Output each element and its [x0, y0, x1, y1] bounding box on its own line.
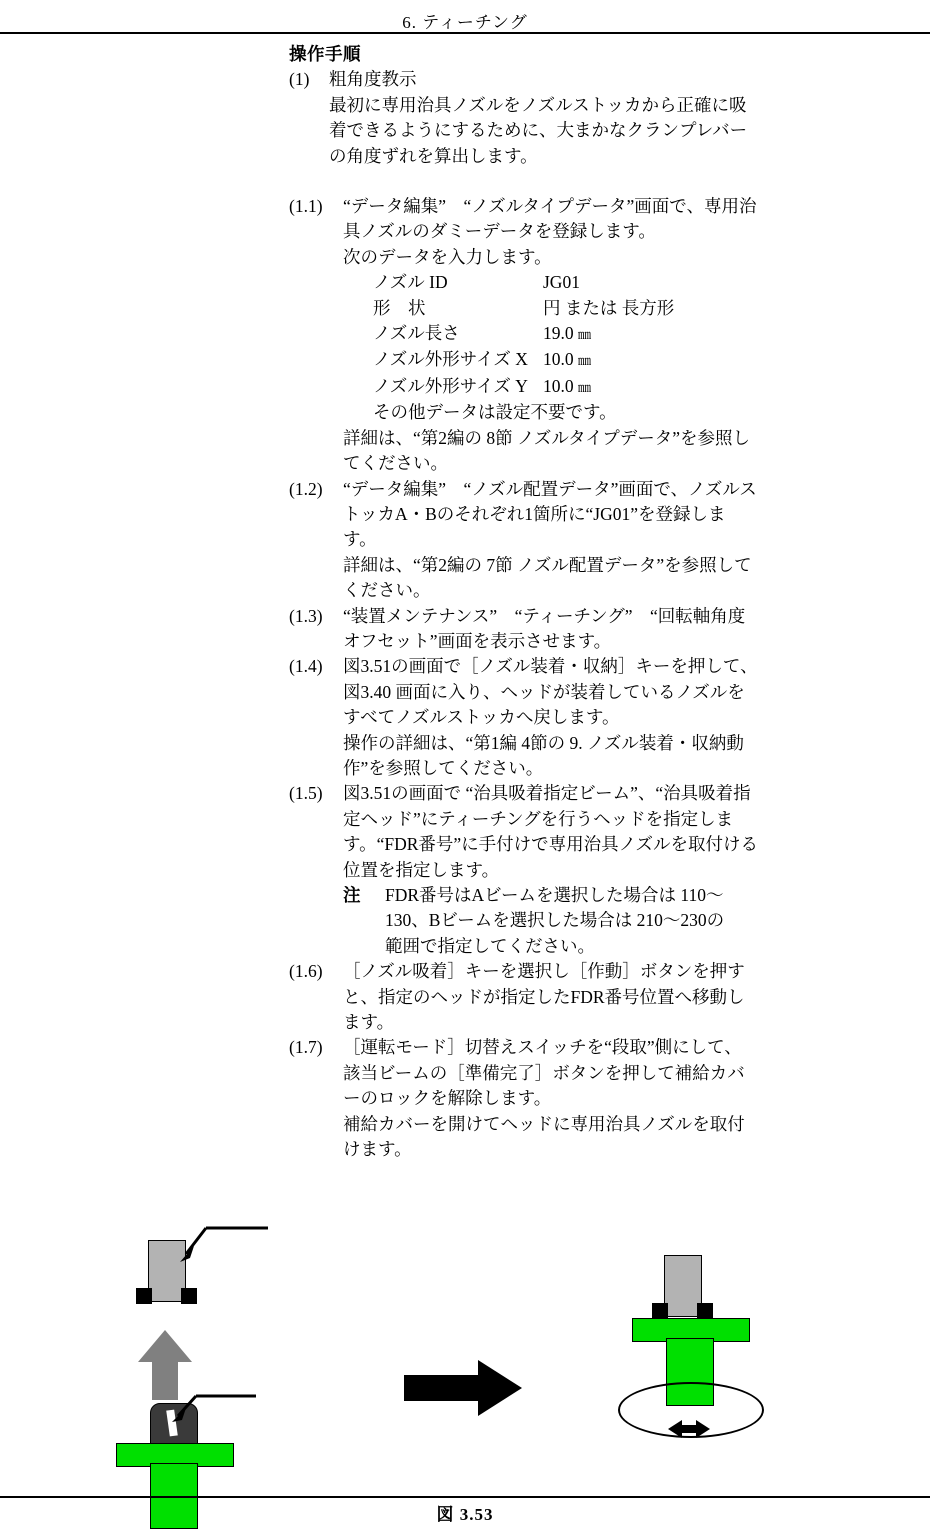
figure-caption: 図 3.53 [436, 1505, 494, 1524]
def-name: ノズル ID [373, 272, 448, 293]
def-number: 19.0 [543, 323, 574, 344]
def-name: ノズル外形サイズ Y [373, 375, 528, 396]
item-1-marker: (1) [289, 69, 310, 90]
def-name: ノズル長さ [373, 323, 460, 344]
step-1-6 [289, 959, 759, 1035]
def-value [543, 374, 759, 400]
step-1-1-sub: 次のデータを入力します。 [343, 246, 552, 267]
callout-arrow-bottom [170, 1392, 260, 1422]
step-1-1-ref: 詳細は、“第2編の 8節 ノズルタイプデータ”を参照してください。 [343, 427, 751, 474]
step-1-2 [289, 477, 759, 553]
step-1-5 [289, 781, 759, 883]
def-row [373, 270, 759, 295]
step-1-2-text: “データ編集” “ノズル配置データ”画面で、ノズルストッカA・Bのそれぞれ1箇所に“JG01”を登録します。 [343, 478, 757, 550]
def-row [373, 296, 759, 321]
step-1-6-marker: (1.6) [289, 961, 323, 982]
nozzle-base-right-right [697, 1303, 713, 1319]
item-1-title: 粗角度教示 [329, 69, 417, 90]
step-1-4-ref: 操作の詳細は、“第1編 4節の 9. ノズル装着・収納動作”を参照してください。 [343, 732, 744, 778]
transition-arrow-shaft [404, 1375, 482, 1401]
step-1-3-text: “装置メンテナンス” “ティーチング” “回転軸角度オフセット”画面を表示させます。 [343, 605, 746, 651]
step-1-6-text: ［ノズル吸着］キーを選択し［作動］ボタンを押すと、指定のヘッドが指定したFDR番号位置へ移動します。 [343, 961, 745, 1033]
nozzle-base-left-left [136, 1288, 152, 1304]
item-1 [289, 67, 759, 92]
def-number: 10.0 [543, 375, 574, 396]
def-value: JG01 [543, 272, 580, 293]
def-name: 形 状 [373, 297, 426, 318]
note-label: 注 [343, 885, 361, 905]
step-1-4-marker: (1.4) [289, 656, 323, 677]
step-1-2-ref: 詳細は、“第2編の 7節 ノズル配置データ”を参照してください。 [343, 554, 752, 601]
callout-arrow-top [180, 1224, 270, 1264]
blank-line [289, 169, 759, 194]
nozzle-data-definitions [289, 270, 759, 425]
step-1-7-ref: 補給カバーを開けてヘッドに専用治具ノズルを取付けます。 [343, 1113, 745, 1160]
footer-divider [0, 1496, 930, 1498]
header-divider [0, 32, 930, 34]
step-1-4 [289, 654, 759, 730]
step-1-3-marker: (1.3) [289, 605, 323, 626]
step-1-1-marker: (1.1) [289, 196, 323, 217]
step-1-7-text: ［運転モード］切替えスイッチを“段取”側にして、該当ビームの［準備完了］ボタンを押して補給カバーのロックを解除します。 [343, 1037, 745, 1109]
def-unit: ㎜ [578, 353, 592, 369]
def-name: ノズル外形サイズ X [373, 349, 528, 370]
def-unit: ㎜ [578, 379, 592, 395]
step-1-3 [289, 604, 759, 655]
step-1-5-note [289, 883, 759, 934]
step-1-7-marker: (1.7) [289, 1037, 323, 1058]
note-text-continued: 範囲で指定してください。 [385, 935, 595, 956]
step-1-5-marker: (1.5) [289, 783, 323, 804]
def-row [373, 347, 759, 373]
defs-note: その他データは設定不要です。 [373, 402, 617, 423]
transition-arrow-head [478, 1360, 522, 1416]
step-1-5-text: 図3.51の画面で “治具吸着指定ビーム”、“治具吸着指定ヘッド”にティーチングを行うヘッドを指定します。“FDR番号”に手付けで専用治具ノズルを取付ける位置を指定します。 [343, 783, 758, 880]
step-1-1 [289, 194, 759, 245]
def-number: 10.0 [543, 349, 574, 370]
step-1-7 [289, 1035, 759, 1111]
step-1-1-text: “データ編集” “ノズルタイプデータ”画面で、専用治具ノズルのダミーデータを登録します。 [343, 196, 757, 242]
def-row [373, 321, 759, 347]
body-content [289, 42, 759, 1162]
def-value [543, 347, 759, 373]
rotation-double-arrow [668, 1418, 710, 1440]
def-unit: ㎜ [578, 327, 592, 343]
note-text: FDR番号はAビームを選択した場合は 110～130、Bビームを選択した場合は 210～230の [385, 885, 725, 931]
page-header: 6. ティーチング [402, 13, 528, 32]
step-1-2-marker: (1.2) [289, 478, 323, 499]
section-title: 操作手順 [289, 44, 361, 64]
nozzle-base-right-left [181, 1288, 197, 1304]
nozzle-base-left-right [652, 1303, 668, 1319]
def-row [373, 374, 759, 400]
def-value [543, 321, 759, 347]
step-1-4-text: 図3.51の画面で［ノズル装着・収納］キーを押して、図3.40 画面に入り、ヘッドが装着しているノズルをすべてノズルストッカへ戻します。 [343, 656, 758, 728]
def-value: 円 または 長方形 [543, 297, 675, 318]
item-1-text: 最初に専用治具ノズルをノズルストッカから正確に吸着できるようにするために、大まかなクランプレバーの角度ずれを算出します。 [329, 94, 748, 166]
